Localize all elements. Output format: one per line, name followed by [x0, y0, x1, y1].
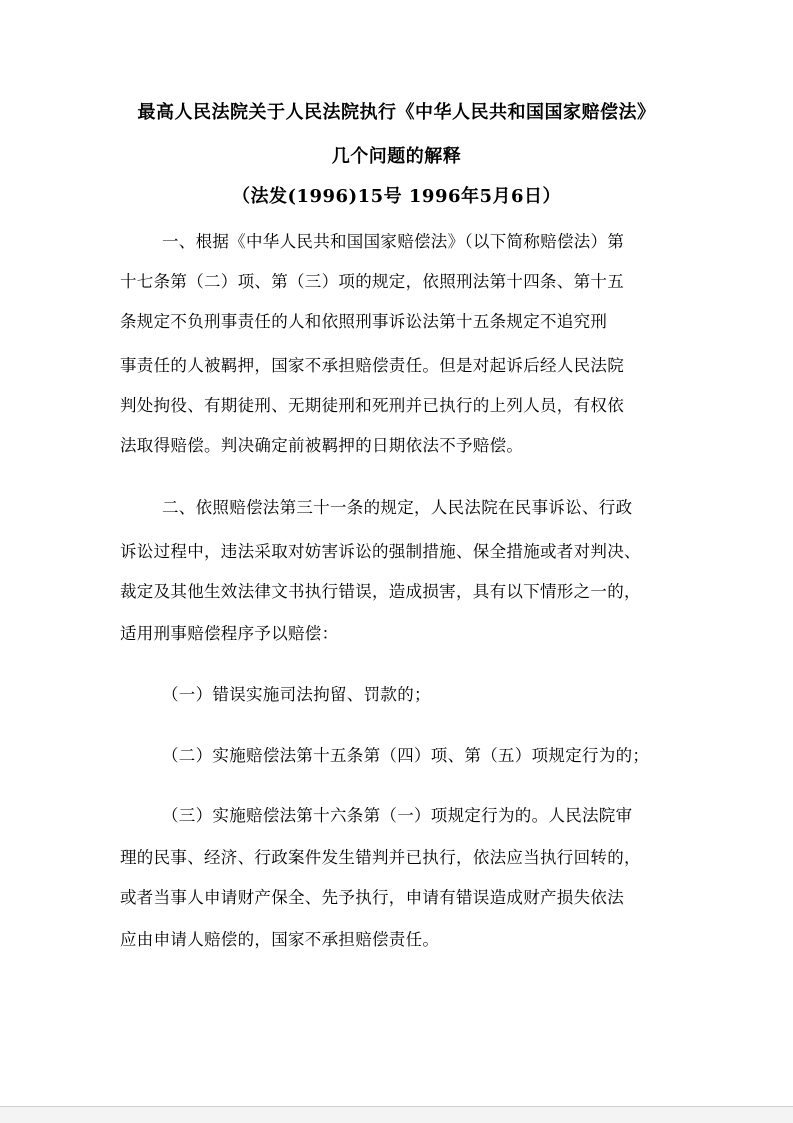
paragraph1-line: 十七条第（二）项、第（三）项的规定，依照刑法第十四条、第十五 — [120, 272, 624, 291]
paragraph3-line: 应由申请人赔偿的，国家不承担赔偿责任。 — [120, 930, 440, 949]
paragraph3-line: （三）实施赔偿法第十六条第（一）项规定行为的。人民法院审 — [162, 806, 633, 825]
paragraph1-line: 一、根据《中华人民共和国国家赔偿法》（以下简称赔偿法）第 — [162, 232, 625, 251]
document-issue-number: （法发(1996)15号 1996年5月6日） — [231, 186, 562, 207]
paragraph2-line: 诉讼过程中，违法采取对妨害诉讼的强制措施、保全措施或者对判决、 — [120, 542, 641, 561]
page-bottom-edge — [0, 1106, 793, 1123]
paragraph2-line: 裁定及其他生效法律文书执行错误，造成损害，具有以下情形之一的， — [120, 582, 641, 601]
list-item-1: （一）错误实施司法拘留、罚款的； — [162, 685, 431, 704]
paragraph2-line: 二、依照赔偿法第三十一条的规定，人民法院在民事诉讼、行政 — [162, 498, 633, 517]
list-item-2: （二）实施赔偿法第十五条第（四）项、第（五）项规定行为的； — [162, 746, 650, 765]
document-title-continued: 几个问题的解释 — [331, 146, 462, 167]
paragraph3-line: 理的民事、经济、行政案件发生错判并已执行，依法应当执行回转的， — [120, 848, 641, 867]
paragraph1-line: 法取得赔偿。判决确定前被羁押的日期依法不予赔偿。 — [120, 436, 524, 455]
paragraph1-line: 条规定不负刑事责任的人和依照刑事诉讼法第十五条规定不追究刑 — [120, 312, 608, 331]
paragraph1-line: 判处拘役、有期徒刑、无期徒刑和死刑并已执行的上列人员，有权依 — [120, 396, 624, 415]
paragraph1-line: 事责任的人被羁押，国家不承担赔偿责任。但是对起诉后经人民法院 — [120, 356, 624, 375]
paragraph2-line: 适用刑事赔偿程序予以赔偿： — [120, 624, 339, 643]
document-title: 最高人民法院关于人民法院执行《中华人民共和国国家赔偿法》 — [137, 102, 656, 123]
paragraph3-line: 或者当事人申请财产保全、先予执行，申请有错误造成财产损失依法 — [120, 888, 624, 907]
